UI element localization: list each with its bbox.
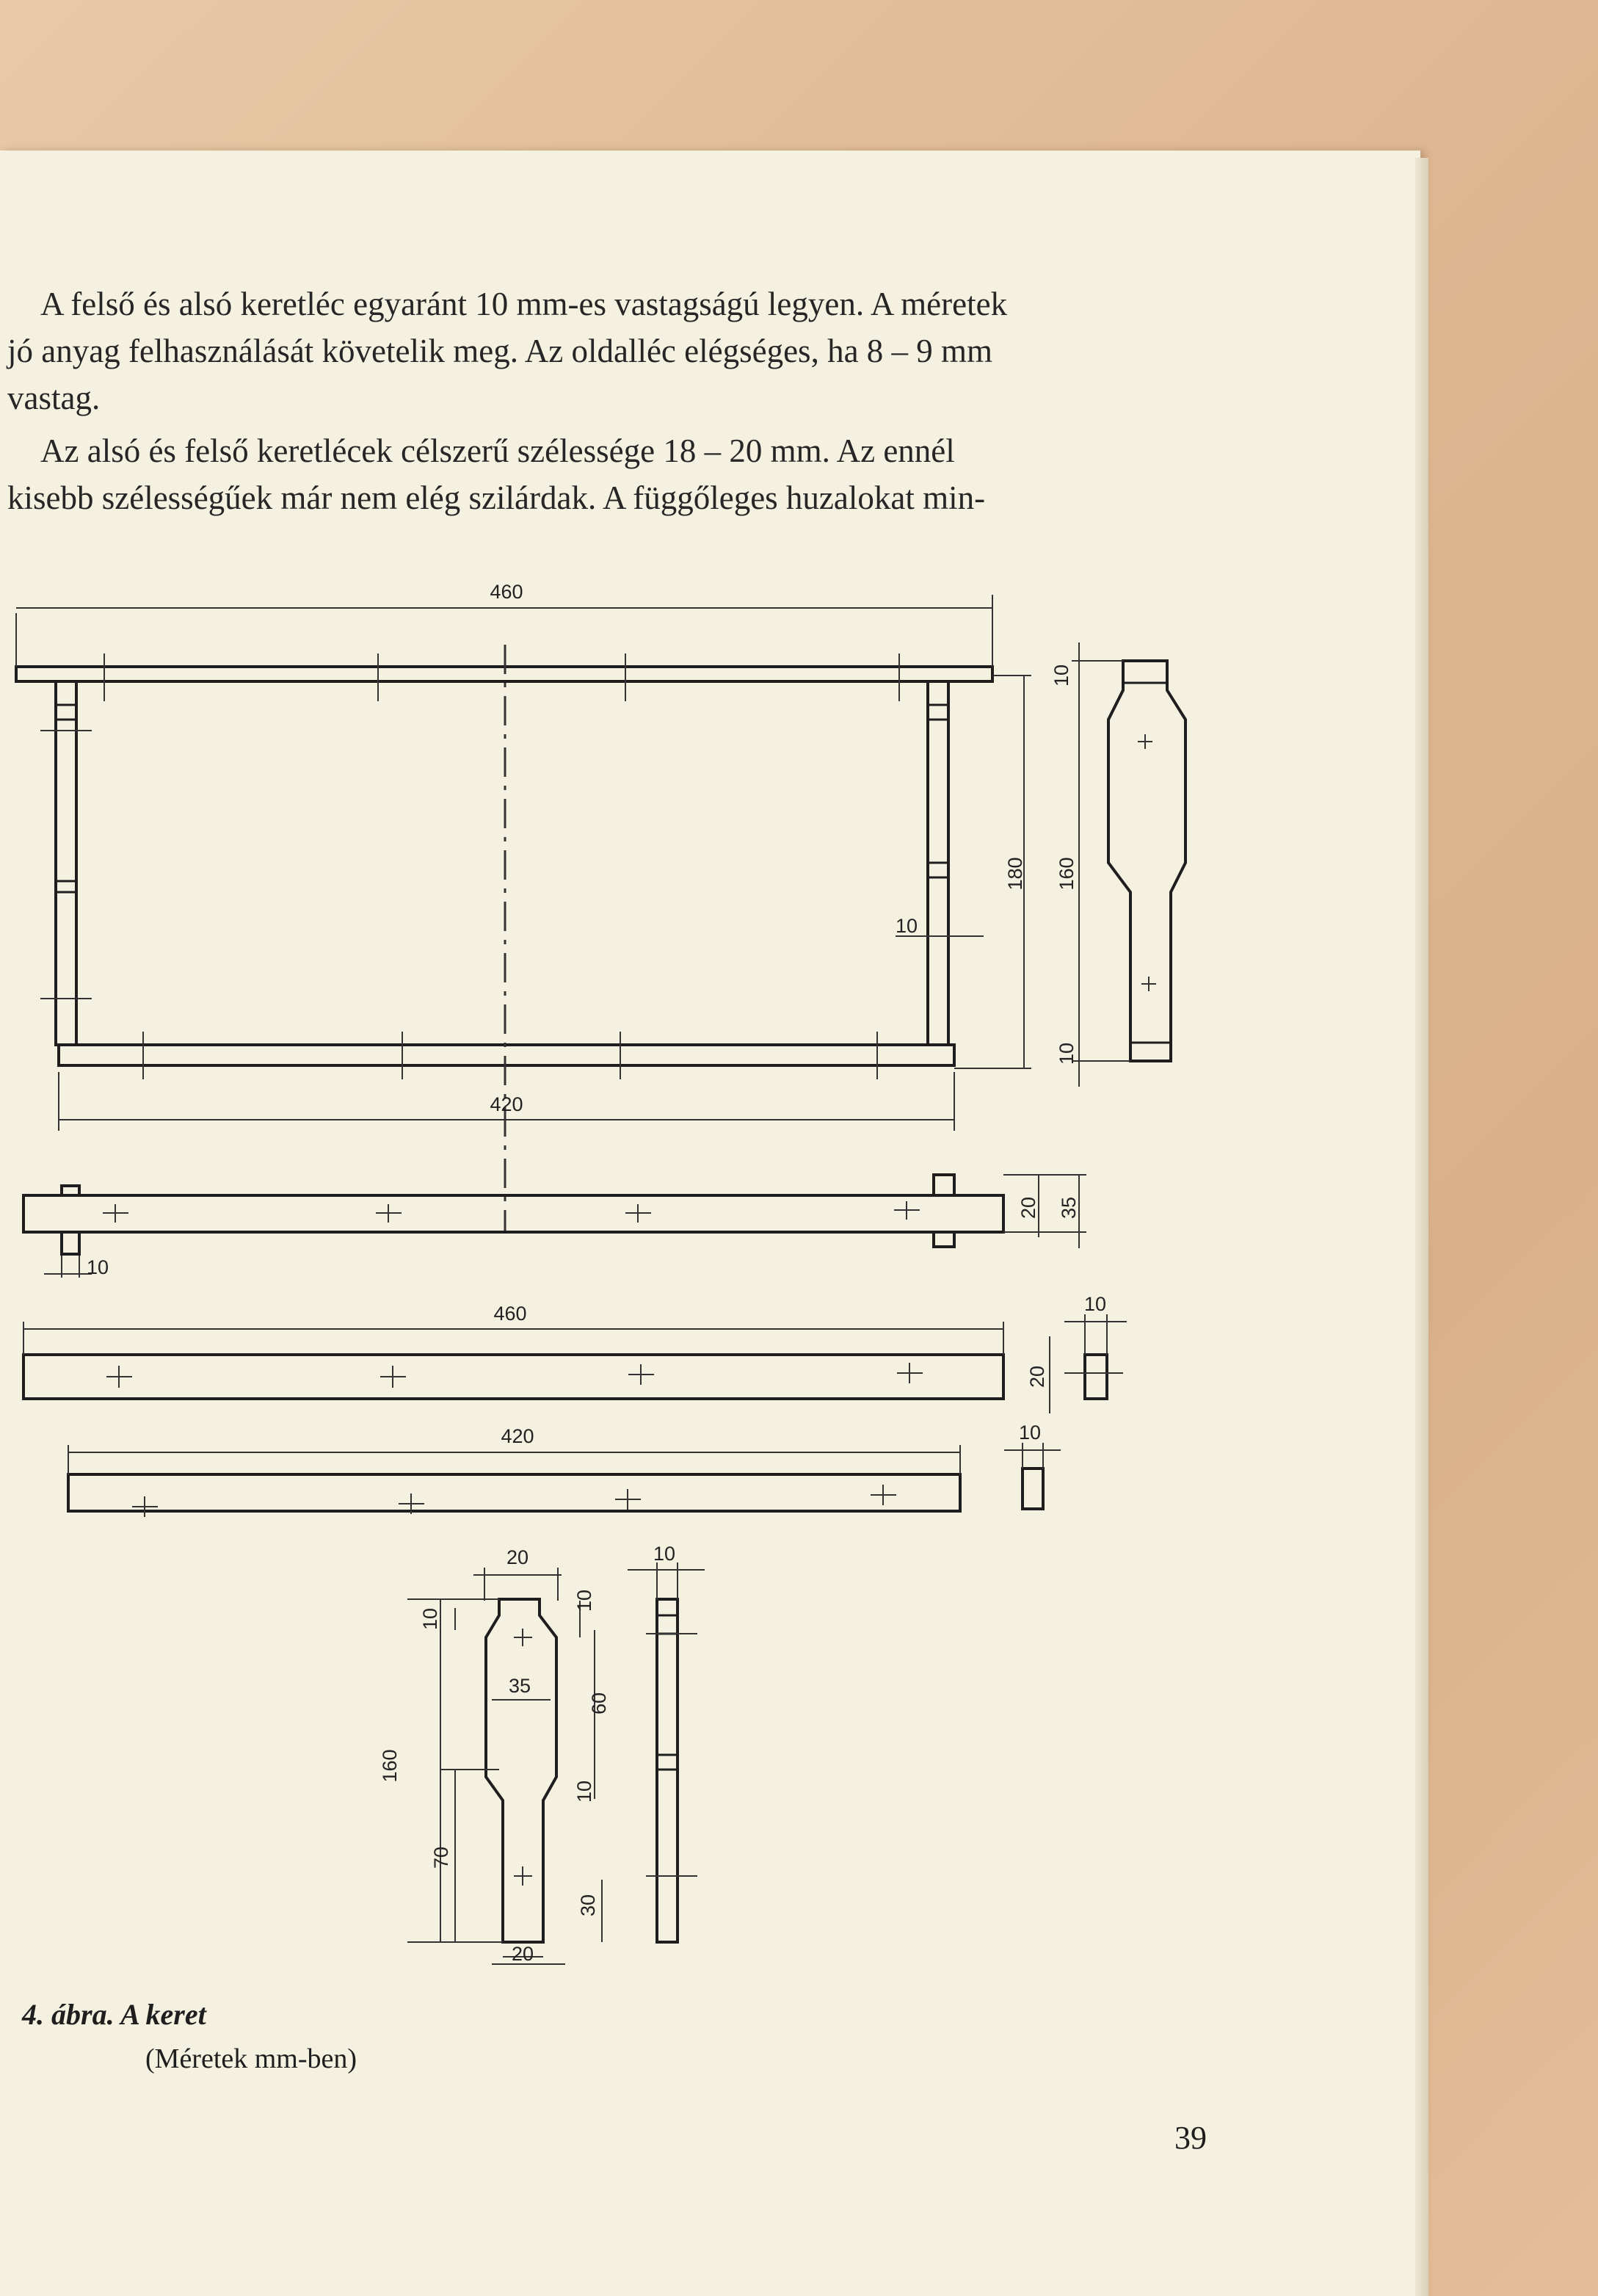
- dimension-label: 35: [1058, 1196, 1080, 1220]
- dimension-label: 160: [379, 1749, 401, 1783]
- dimension-label: 20: [1017, 1196, 1039, 1220]
- page-edge: [1415, 158, 1428, 2296]
- dimension-label: 20: [511, 1943, 534, 1965]
- dimension-label: 10: [1056, 1042, 1078, 1065]
- dimension-label: 180: [1004, 857, 1026, 891]
- dimension-label: 10: [1050, 664, 1072, 687]
- dimension-label: 460: [490, 581, 523, 603]
- text-line: vastag.: [7, 380, 101, 416]
- frame-technical-drawing: [0, 573, 1395, 1982]
- dimension-label: 70: [430, 1846, 452, 1869]
- dimension-label: 30: [577, 1894, 599, 1917]
- dimension-label: 160: [1056, 857, 1078, 891]
- dimension-label: 20: [506, 1546, 529, 1568]
- dimension-label: 420: [490, 1093, 523, 1115]
- dimension-label: 460: [493, 1303, 527, 1325]
- dimension-label: 60: [588, 1692, 610, 1715]
- dimension-label: 10: [573, 1780, 595, 1803]
- dimension-label: 10: [896, 915, 918, 937]
- dimension-label: 10: [419, 1607, 441, 1631]
- figure-caption: 4. ábra. A keret: [22, 1998, 206, 2031]
- dimension-label: 10: [1018, 1422, 1042, 1444]
- dimension-label: 10: [653, 1543, 676, 1565]
- figure-caption-subtitle: (Méretek mm-ben): [145, 2043, 357, 2074]
- dimension-label: 20: [1026, 1365, 1048, 1388]
- dimension-label: 10: [87, 1256, 109, 1278]
- text-line: A felső és alsó keretléc egyaránt 10 mm-es vastagságú legyen. A méretek: [40, 286, 1008, 322]
- dimension-label: 10: [573, 1589, 595, 1612]
- page-number: 39: [1174, 2120, 1207, 2156]
- dimension-label: 420: [501, 1425, 534, 1447]
- dimension-label: 35: [508, 1675, 531, 1697]
- dimension-label: 10: [1083, 1293, 1107, 1315]
- text-line: jó anyag felhasználását követelik meg. Az oldalléc elégséges, ha 8 – 9 mm: [7, 333, 993, 369]
- text-line: kisebb szélességűek már nem elég szilárdak. A függőleges huzalokat min-: [7, 479, 986, 516]
- text-line: Az alsó és felső keretlécek célszerű szélessége 18 – 20 mm. Az ennél: [40, 432, 955, 469]
